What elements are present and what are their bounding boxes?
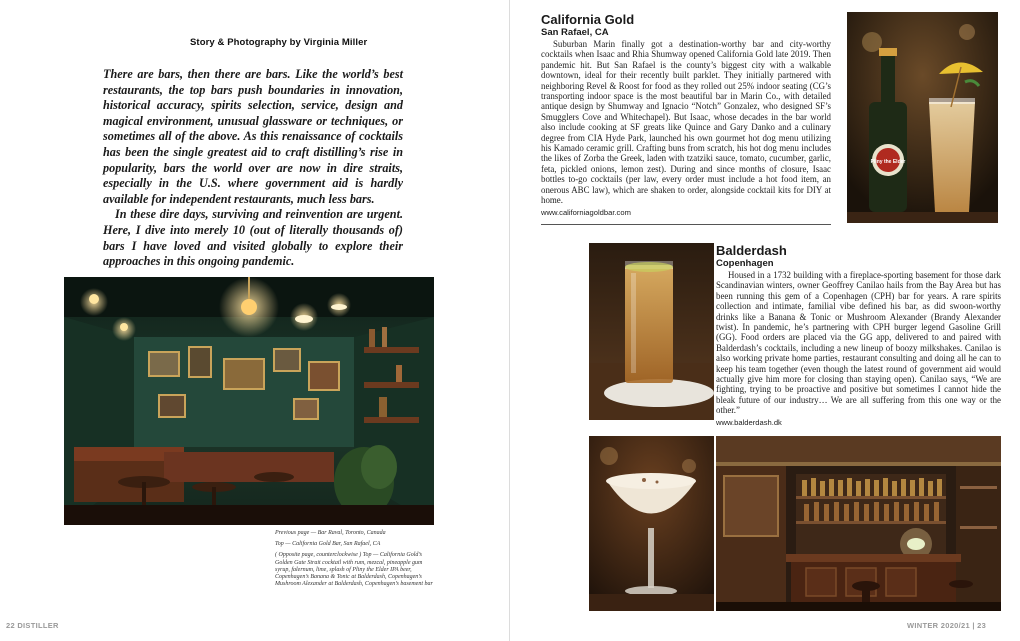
left-folio: 22 DISTILLER [6, 621, 59, 630]
article-location: San Rafael, CA [541, 27, 609, 38]
banana-and-tonic-photo [589, 243, 714, 420]
intro-paragraph-2: In these dire days, surviving and reinvention are urgent. Here, I dive into merely 10 (out of literally thousands of) bars I have loved and visited globally to explore their approaches in this ongoing pandemic. [103, 207, 403, 269]
bottle-label-text: Pliny the Elder [870, 159, 906, 165]
byline: Story & Photography by Virginia Miller [190, 37, 368, 48]
article-title: Balderdash [716, 243, 787, 258]
intro-text [103, 67, 403, 270]
right-folio: WINTER 2020/21 | 23 [907, 621, 987, 630]
article-url[interactable]: www.balderdash.dk [716, 417, 782, 427]
golden-gate-strait-cocktail-photo [847, 12, 998, 223]
article-california-gold [541, 12, 831, 217]
balderdash-basement-bar-photo [716, 436, 1001, 611]
article-url[interactable]: www.californiagoldbar.com [541, 207, 631, 217]
california-gold-interior-photo [64, 277, 434, 525]
right-page [510, 0, 1020, 641]
article-divider [541, 224, 831, 225]
photo-captions [275, 530, 435, 592]
caption-opposite-page: ( Opposite page, counterclockwise ) Top — California Gold’s Golden Gate Strait cocktail with rum, mezcal, pineapple gum syrup, falernum, lime, splash of Pliny the Elder IPA beer, Copenhagen’s Banana & Tonic at Balderdash, Copenhagen’s Mushroom Alexander at Balderdash, Copenhagen’s basement bar [275, 552, 433, 588]
caption-top: Top — California Gold Bar, San Rafael, CA [275, 541, 381, 548]
caption-previous-page: Previous page — Bar Raval, Toronto, Canada [275, 530, 386, 536]
article-location: Copenhagen [716, 258, 774, 269]
article-body: Suburban Marin finally got a destination-worthy bar and city-worthy cocktails when Isaac and Rhia Shumway opened California Gold late 2019. Then pandemic hit. But San Rafael is the county’s biggest city with a walkable downtown, ideal for their recently built parklet. They initially partnered with neighboring Revel & Roost for food as they rolled out 25% indoor seating (CG’s transporting indoor space is the most beautiful bar in Marin Co., with detailed antique design by Shumway and Ignacio “Notch” Gonzalez, who designed SF’s Smugglers Cove and Whitechapel). But Isaac, whose decades in the bar world also include cooking at SF greats like Quince and Gary Danko and a culinary degree from CIA Hyde Park, launched his own gourmet hot dog menu utilizing his Kamado ceramic grill. Crafting buns from scratch, his hot dog menu includes the likes of Zorba the Greek, laden with tzatziki sauce, tomato, cucumber, garlic, feta, pickled onions, lemon zest). During and since months of closure, Isaac bottles to-go cocktails (per law, every order must include a hot food item, an onerous ABC law), which are shaken to order, alongside cocktail kits for DIY at home. [541, 39, 831, 206]
article-title: California Gold [541, 12, 635, 27]
intro-paragraph-1: There are bars, then there are bars. Like the world’s best restaurants, the top bars push boundaries in innovation, historical accuracy, spirits selection, service, design and magical environment, unusual glassware or techniques, or sometimes all of the above. As this renaissance of cocktails has been the single greatest aid to craft distilling’s rise in popularity, bars the world over are now in dire straits, especially in the U.S. where government aid is hardly available for independent restaurants, much less bars. [103, 67, 403, 206]
article-balderdash [716, 243, 1001, 427]
article-body: Housed in a 1732 building with a fireplace-sporting basement for those dark Scandinavian winters, owner Geoffrey Canilao hails from the Bay Area but has been running this gem of a Copenhagen (CPH) bar for years. A rare spirits collection and intimate, familial vibe defined his bar, as did swoon-worthy drinks like a Banana & Tonic or Mushroom Alexander (Brandy Alexander twist). In pandemic, he’s partnering with CPH burger legend Gasoline Grill (GG). Food orders are placed via the GG app, delivered to and paired with Balderdash’s cocktails, including a new lineup of boozy milkshakes. Canilao is also working private home parties, restaurant consulting and doing all he can to keep his team together (even though the latest round of government aid would actually give him more for closing than staying open). Canilao says, “We are fighting, trying to be proactive and positive but sometimes I cannot hide the bleak future of our industry… We are all suffering from this one way or the other.” [716, 270, 1001, 416]
mushroom-alexander-photo [589, 436, 714, 611]
